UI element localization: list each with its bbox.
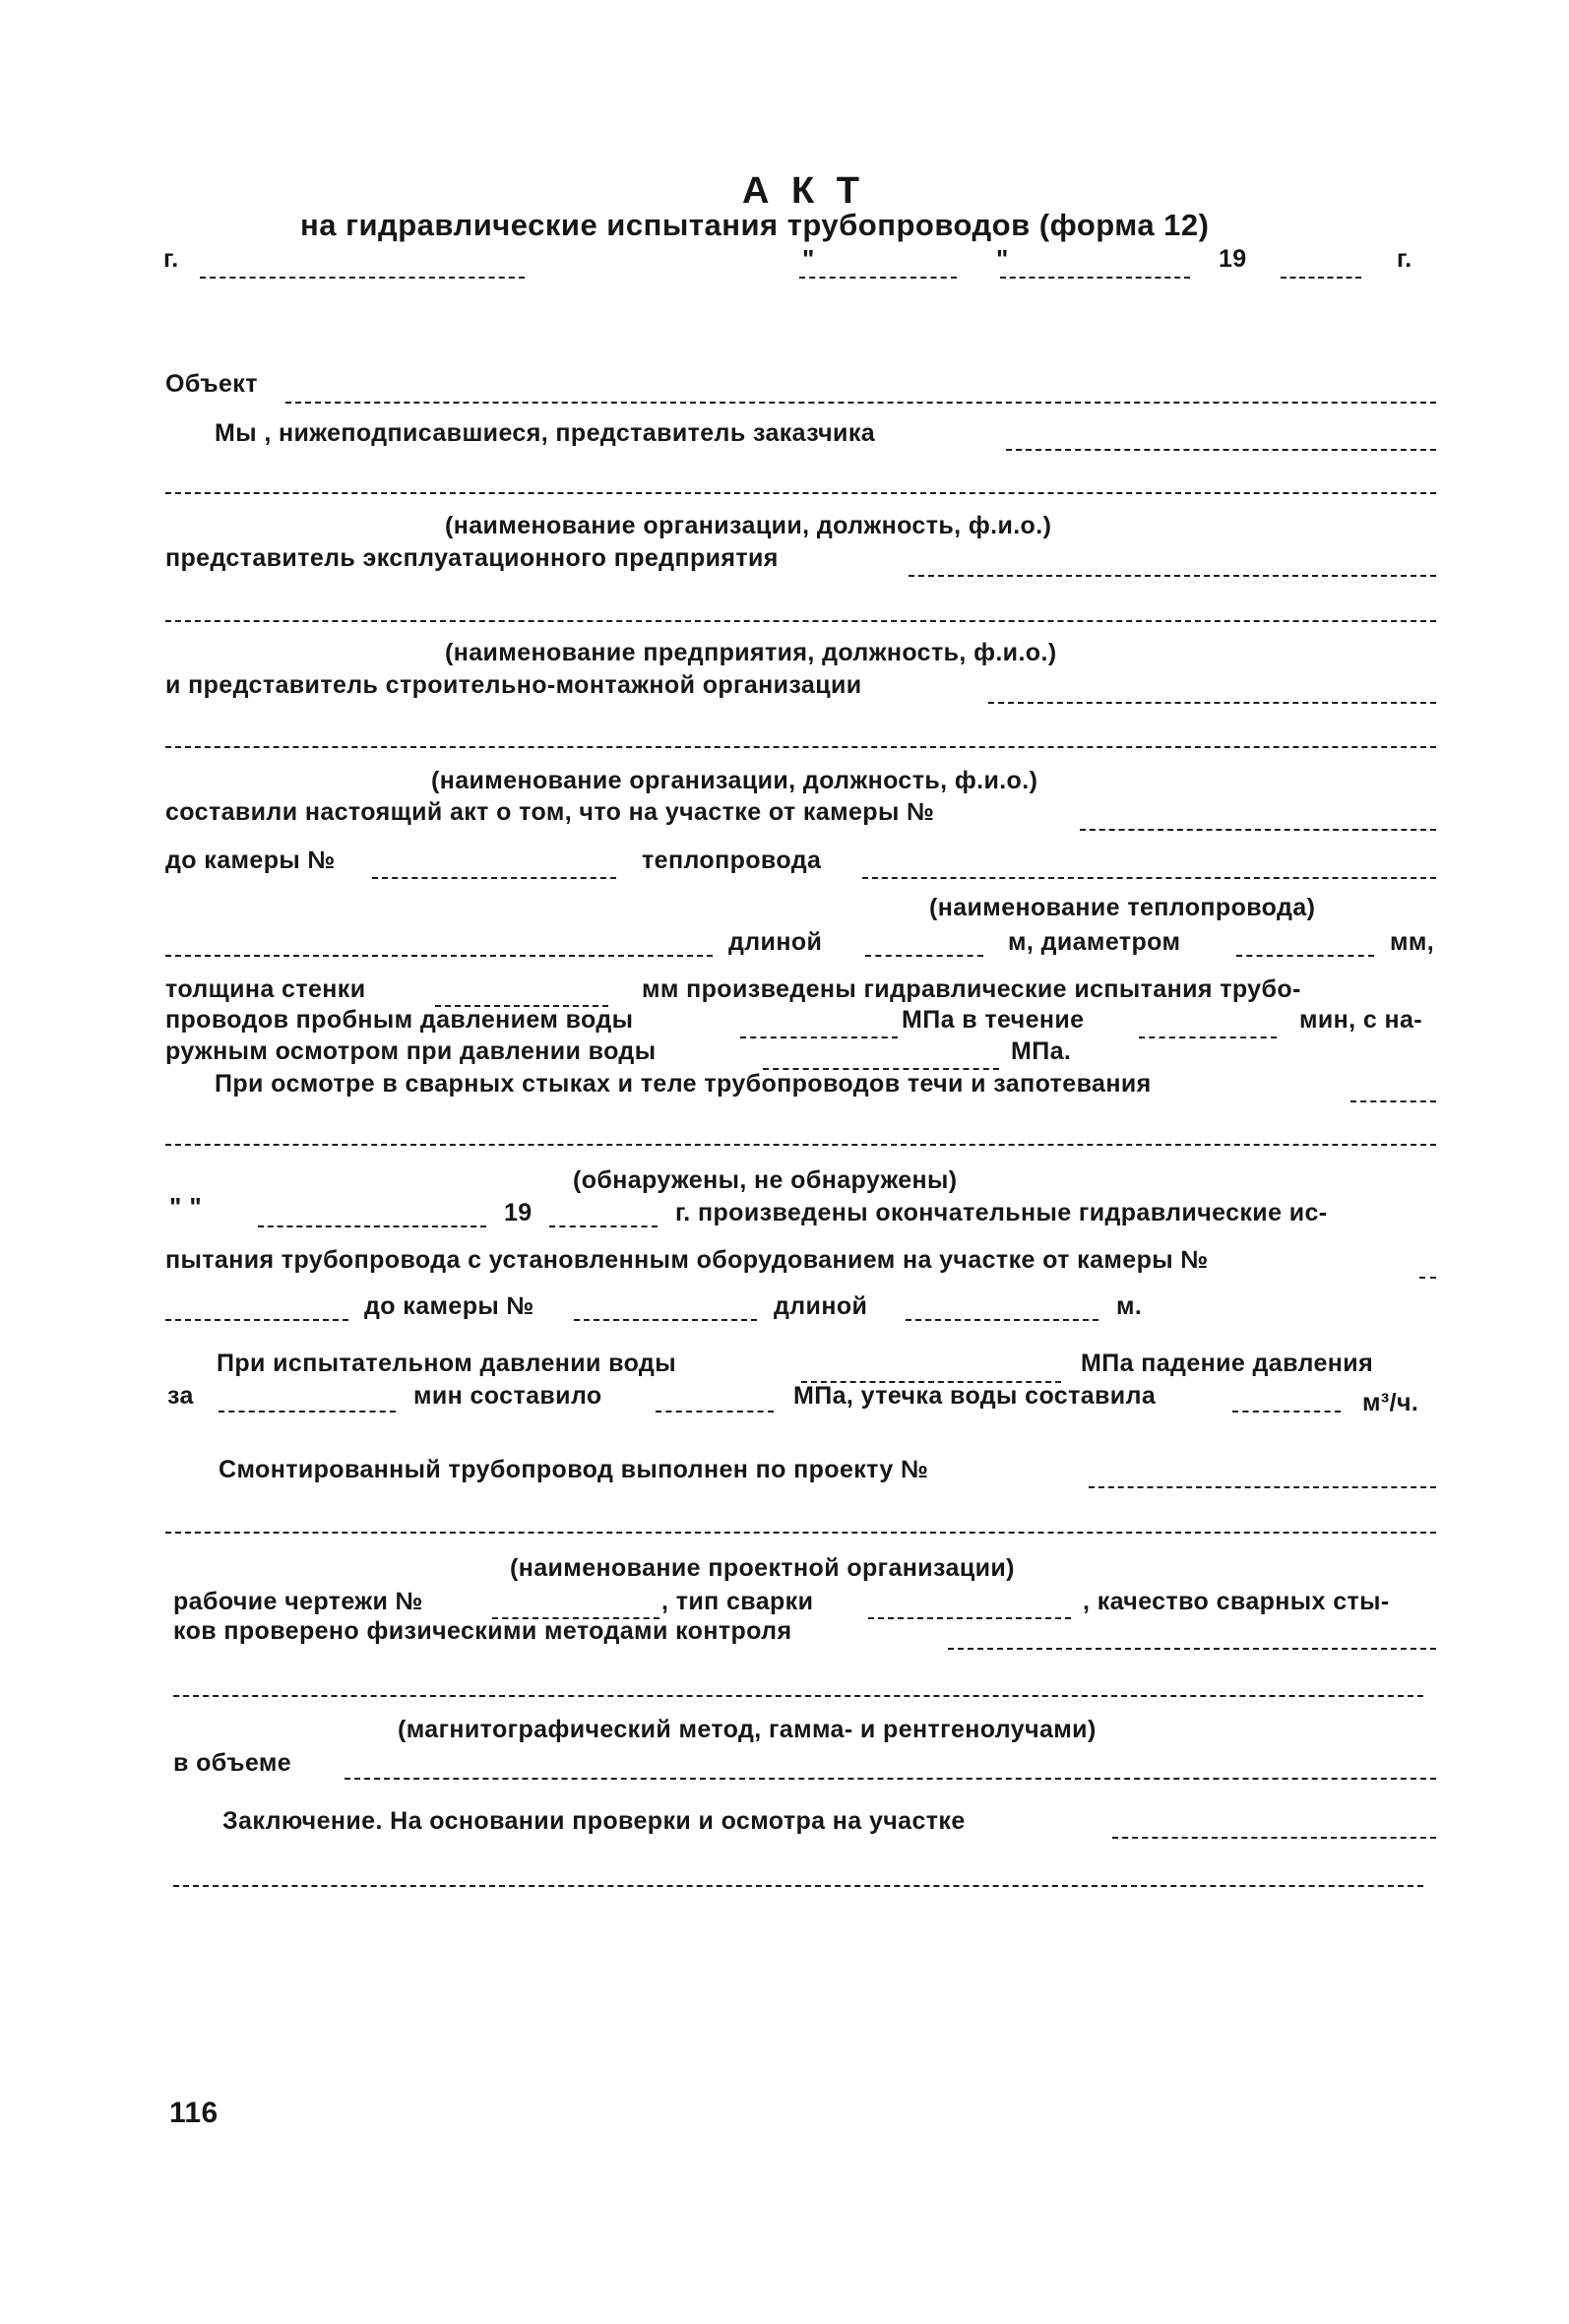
final-length-field[interactable]: [906, 1319, 1098, 1321]
heat-pipeline-label: теплопровода: [642, 847, 822, 874]
volume-field[interactable]: [345, 1778, 1436, 1780]
leak-label: МПа, утечка воды составила: [793, 1382, 1157, 1410]
drawings-label: рабочие чертежи №: [173, 1588, 423, 1615]
final-date-quotes: " ": [169, 1192, 203, 1222]
tests-text-2b: МПа в течение: [902, 1006, 1085, 1034]
operator-rep-text: представитель эксплуатационного предприятия: [165, 544, 779, 572]
conclusion-text: Заключение. На основании проверки и осмотра на участке: [222, 1807, 966, 1835]
conclusion-field[interactable]: [1112, 1837, 1436, 1839]
object-label: Объект: [165, 370, 258, 398]
date-close-quote: ": [996, 244, 1009, 274]
final-date-field[interactable]: [258, 1225, 486, 1227]
customer-rep-field[interactable]: [1006, 449, 1436, 451]
length-label: длиной: [728, 928, 823, 956]
m3h-label: м³/ч.: [1362, 1389, 1419, 1416]
compiled-text: составили настоящий акт о том, что на участке от камеры №: [165, 798, 935, 826]
year-field[interactable]: [1281, 277, 1361, 279]
year-prefix: 19: [1219, 245, 1247, 273]
conclusion-field-2[interactable]: [173, 1885, 1423, 1887]
built-per-project-text: Смонтированный трубопровод выполнен по проекту №: [219, 1456, 929, 1483]
act-subtitle: на гидравлические испытания трубопроводов (форма 12): [300, 208, 1210, 242]
caption-detected: (обнаружены, не обнаружены): [573, 1166, 958, 1194]
weld-type-label: , тип сварки: [661, 1588, 814, 1615]
wall-thickness-label: толщина стенки: [165, 975, 366, 1003]
operator-rep-field-2[interactable]: [165, 620, 1436, 622]
final-m-label: м.: [1116, 1292, 1143, 1320]
leak-field[interactable]: [1232, 1411, 1341, 1413]
year-suffix: г.: [1397, 245, 1412, 273]
tests-text-3a: ружным осмотром при давлении воды: [165, 1037, 657, 1065]
pressure-drop-text: МПа падение давления: [1081, 1350, 1374, 1377]
min-was-label: мин составило: [413, 1382, 602, 1410]
methods-field-2[interactable]: [173, 1695, 1423, 1697]
caption-org-1: (наименование организации, должность, ф.и.о.): [445, 512, 1052, 539]
final-to-chamber-label: до камеры №: [364, 1292, 534, 1320]
methods-field[interactable]: [948, 1648, 1436, 1650]
m-diameter-label: м, диаметром: [1008, 928, 1181, 956]
to-chamber-field[interactable]: [372, 877, 616, 879]
caption-pipeline: (наименование теплопровода): [929, 894, 1316, 921]
city-label: г.: [163, 245, 179, 273]
builder-rep-field[interactable]: [988, 702, 1436, 704]
pressure-drop-field[interactable]: [656, 1411, 774, 1413]
test-duration-field[interactable]: [1139, 1036, 1277, 1038]
date-month-field[interactable]: [1000, 277, 1190, 279]
leaks-field-2[interactable]: [165, 1144, 1436, 1146]
operator-rep-field[interactable]: [909, 575, 1436, 577]
test-pressure-text: При испытательном давлении воды: [217, 1350, 676, 1377]
inspection-text: При осмотре в сварных стыках и теле трубопроводов течи и запотевания: [215, 1070, 1152, 1098]
final-to-chamber-field[interactable]: [574, 1319, 757, 1321]
length-field[interactable]: [865, 955, 983, 957]
final-year-field[interactable]: [549, 1225, 658, 1227]
final-text: г. произведены окончательные гидравлические ис-: [675, 1199, 1328, 1226]
to-chamber-label: до камеры №: [165, 847, 336, 874]
tests-text-3b: МПа.: [1011, 1037, 1072, 1065]
checked-methods-text: ков проверено физическими методами контроля: [173, 1617, 792, 1645]
final-year-prefix: 19: [504, 1199, 533, 1226]
caption-org-2: (наименование организации, должность, ф.и.о.): [431, 767, 1038, 794]
leaks-field[interactable]: [1350, 1100, 1436, 1102]
project-number-field[interactable]: [1089, 1486, 1436, 1488]
pipeline-name-field[interactable]: [165, 955, 713, 957]
caption-design-org: (наименование проектной организации): [510, 1554, 1015, 1582]
city-field[interactable]: [200, 277, 525, 279]
builder-rep-text: и представитель строительно-монтажной организации: [165, 671, 862, 699]
final-length-label: длиной: [774, 1292, 868, 1320]
mm-label: мм,: [1390, 928, 1435, 956]
test-pressure-field[interactable]: [740, 1036, 898, 1038]
weld-type-field[interactable]: [868, 1617, 1071, 1619]
diameter-field[interactable]: [1236, 955, 1374, 957]
date-day-field[interactable]: [799, 277, 957, 279]
tests-text-2c: мин, с на-: [1299, 1006, 1423, 1034]
builder-rep-field-2[interactable]: [165, 746, 1436, 748]
final-text-2: пытания трубопровода с установленным оборудованием на участке от камеры №: [165, 1246, 1209, 1274]
drop-duration-field[interactable]: [219, 1411, 396, 1413]
date-open-quote: ": [802, 244, 815, 274]
weld-quality-label: , качество сварных сты-: [1083, 1588, 1390, 1615]
act-title: А К Т: [742, 170, 865, 212]
project-number-field-2[interactable]: [165, 1532, 1436, 1534]
tests-text-2a: проводов пробным давлением воды: [165, 1006, 634, 1034]
page-number: 116: [169, 2097, 219, 2129]
caption-methods: (магнитографический метод, гамма- и рентгенолучами): [398, 1716, 1097, 1743]
customer-rep-text: Мы , нижеподписавшиеся, представитель заказчика: [215, 419, 876, 447]
final-from-chamber-field-2[interactable]: [165, 1319, 348, 1321]
final-from-chamber-field[interactable]: [1419, 1277, 1436, 1279]
tests-text-1: мм произведены гидравлические испытания трубо-: [642, 975, 1301, 1003]
object-field[interactable]: [285, 402, 1436, 404]
volume-label: в объеме: [173, 1749, 292, 1777]
from-chamber-field[interactable]: [1080, 829, 1436, 831]
za-label: за: [167, 1382, 194, 1410]
customer-rep-field-2[interactable]: [165, 492, 1436, 494]
heat-pipeline-field[interactable]: [862, 877, 1436, 879]
caption-enterprise: (наименование предприятия, должность, ф.и.о.): [445, 639, 1057, 666]
